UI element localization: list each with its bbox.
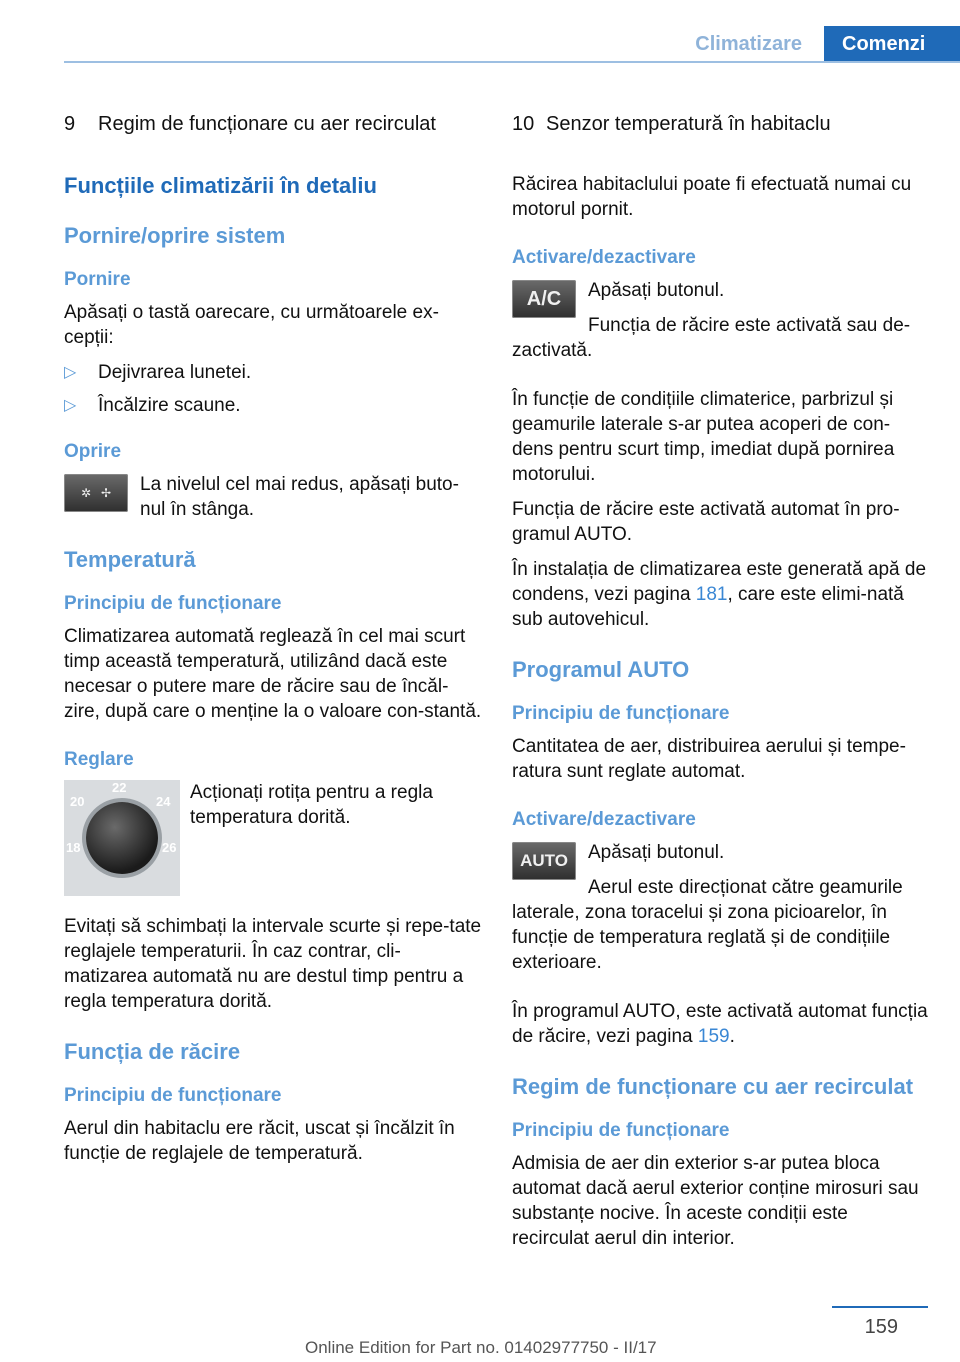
- legend-text: Regim de funcționare cu aer recirculat: [98, 113, 436, 135]
- tab-climatizare[interactable]: Climatizare: [673, 26, 824, 62]
- legend-number: 10: [512, 113, 535, 135]
- edition-line: Online Edition for Part no. 01402977750 - II/17: [305, 1338, 657, 1357]
- text-apasati-1: Apăsați butonul.: [588, 280, 725, 301]
- bullet-text: Dejivrarea lunetei.: [98, 362, 252, 383]
- text-principiu-2: Aerul din habitaclu ere răcit, uscat și încălzit în funcție de reglajele de temperatură.: [64, 1118, 455, 1164]
- legend-item-9: [64, 112, 484, 136]
- text-evitati: Evitați să schimbați la intervale scurte și repe‐tate reglajele temperaturii. În caz contrar, cli‐matizarea automată nu are destul timp pentru a regla temperatura dorită.: [64, 916, 482, 1012]
- legend-item-10: [512, 112, 928, 136]
- text-principiu-4: Admisia de aer din exterior s-ar putea bloca automat dacă aerul exterior conține mirosuri sau substanțe nocive. În aceste condiții este recirculat aerul din interior.: [512, 1153, 919, 1249]
- page-link-181[interactable]: 181: [695, 584, 728, 605]
- text-pornire: Apăsați o tastă oarecare, cu următoarele ex‐cepții:: [64, 302, 439, 348]
- page-link-159[interactable]: 159: [697, 1026, 730, 1047]
- ac-block: [512, 278, 928, 373]
- heading-activare-2: Activare/dezactivare: [512, 809, 696, 830]
- text-racirea: Răcirea habitaclului poate fi efectuată numai cu motorul pornit.: [512, 174, 912, 220]
- heading-onoff: Pornire/oprire sistem: [64, 223, 286, 248]
- heading-principiu-3: Principiu de funcționare: [512, 703, 730, 724]
- text-apasati-2: Apăsați butonul.: [588, 842, 725, 863]
- reglare-block: [64, 780, 484, 900]
- heading-oprire: Oprire: [64, 441, 122, 462]
- text-in-program: În programul AUTO, este activată automat funcția de răcire, vezi pagina 159.: [512, 1001, 928, 1047]
- bullet-text: Încălzire scaune.: [98, 395, 241, 416]
- fan-icon: ✲: [80, 486, 91, 500]
- knob-dial: [86, 802, 158, 874]
- auto-block: [512, 840, 928, 985]
- page-number: 159: [864, 1316, 898, 1338]
- text-condens: În instalația de climatizarea este generată apă de condens, vezi pagina 181, care este elimi‐nată sub autovehicul.: [512, 559, 927, 630]
- heading-racire: Funcția de răcire: [64, 1039, 241, 1064]
- knob-tick: 18: [66, 840, 81, 855]
- header-tabs: [673, 26, 960, 62]
- triangle-bullet-icon: ▷: [64, 364, 77, 381]
- heading-auto: Programul AUTO: [512, 657, 690, 682]
- legend-number: 9: [64, 113, 76, 135]
- heading-recirculat: Regim de funcționare cu aer recirculat: [512, 1074, 914, 1099]
- fan-off-button-image: [64, 474, 128, 512]
- heading-principiu-2: Principiu de funcționare: [64, 1085, 282, 1106]
- triangle-bullet-icon: ▷: [64, 397, 77, 414]
- text-aerul: Aerul este direcționat către geamurile laterale, zona toracelui și zona picioarelor, în funcție de temperatura reglată și de condițiile exterioare.: [512, 877, 903, 973]
- legend-text: Senzor temperatură în habitaclu: [546, 113, 831, 135]
- temperature-knob-image: [64, 780, 180, 896]
- bullet-item: [64, 360, 484, 385]
- bullet-item: [64, 393, 484, 418]
- oprire-block: [64, 472, 484, 532]
- text-auto-activ: Funcția de răcire este activată automat în pro‐gramul AUTO.: [512, 499, 900, 545]
- knob-tick: 22: [112, 780, 127, 795]
- heading-detail: Funcțiile climatizării în detaliu: [64, 173, 377, 198]
- heading-principiu-4: Principiu de funcționare: [512, 1120, 730, 1141]
- heading-activare-1: Activare/dezactivare: [512, 247, 696, 268]
- heading-pornire: Pornire: [64, 269, 131, 290]
- knob-tick: 26: [162, 840, 177, 855]
- text-oprire: La nivelul cel mai redus, apăsați buto‐nul în stânga.: [140, 474, 459, 520]
- footer-rule: [832, 1306, 928, 1308]
- text-conditii: În funcție de condițiile climaterice, parbrizul și geamurile laterale s-ar putea acoperi de con‐dens pentru scurt timp, imediat după pornirea motorului.: [512, 389, 895, 485]
- knob-tick: 24: [156, 794, 171, 809]
- text-reglare: Acționați rotița pentru a regla temperatura dorită.: [190, 782, 433, 828]
- left-column: [64, 112, 484, 1176]
- fan-icon: ✢: [101, 486, 112, 500]
- tab-comenzi[interactable]: Comenzi: [824, 26, 960, 62]
- auto-button-image: AUTO: [512, 842, 576, 880]
- right-column: [512, 112, 928, 1261]
- heading-temperatura: Temperatură: [64, 547, 196, 572]
- text-principiu-1: Climatizarea automată reglează în cel mai scurt timp această temperatură, utilizând dacă este necesar o putere mare de răcire sau de încăl‐zire, după care o menține la o valoare con‐stantă.: [64, 626, 482, 722]
- knob-tick: 20: [70, 794, 85, 809]
- ac-button-image: A/C: [512, 280, 576, 318]
- heading-principiu-1: Principiu de funcționare: [64, 593, 282, 614]
- text-principiu-3: Cantitatea de aer, distribuirea aerului și tempe‐ratura sunt reglate automat.: [512, 736, 906, 782]
- header-rule: [64, 61, 960, 63]
- heading-reglare: Reglare: [64, 749, 134, 770]
- text-functia: Funcția de răcire este activată sau de‐zactivată.: [512, 315, 911, 361]
